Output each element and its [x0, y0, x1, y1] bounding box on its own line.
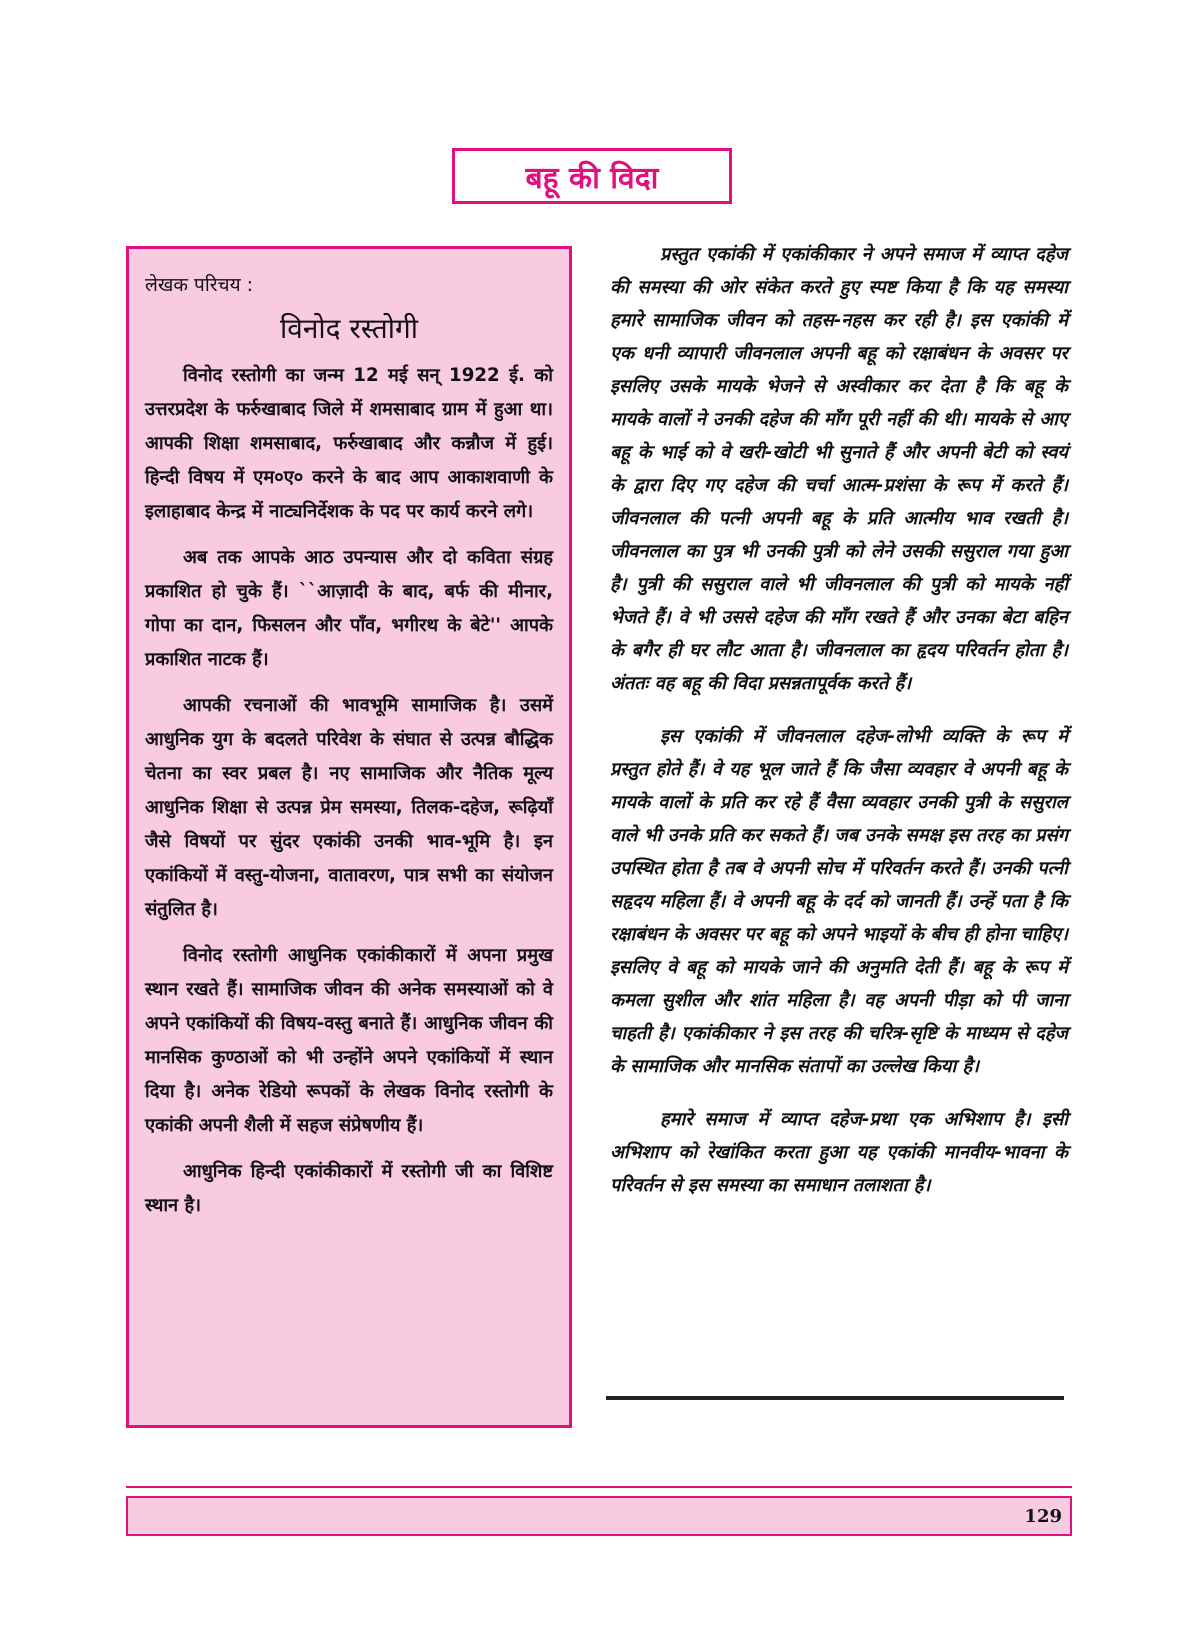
summary-end-rule [606, 1396, 1064, 1400]
chapter-title: बहू की विदा [525, 160, 659, 196]
author-intro-label: लेखक परिचय : [145, 274, 254, 296]
footer-bar [126, 1496, 1072, 1536]
page-number: 129 [1024, 1505, 1062, 1527]
summary-paragraph-3: हमारे समाज में व्याप्त दहेज-प्रथा एक अभिशाप है। इसी अभिशाप को रेखांकित करता हुआ यह एकांकी मानवीय-भावना के परिवर्तन से इस समस्या का समाधान तलाशता है। [610, 1109, 1068, 1196]
summary-column [610, 238, 1068, 1222]
author-name: विनोद रस्तोगी [280, 312, 418, 345]
author-intro-box [126, 246, 572, 1428]
author-paragraph-2: अब तक आपके आठ उपन्यास और दो कविता संग्रह प्रकाशित हो चुके हैं। ``आज़ादी के बाद, बर्फ की मीनार, गोपा का दान, फिसलन और पाँव, भगीरथ के बेटे'' आपके प्रकाशित नाटक हैं। [145, 547, 553, 670]
author-paragraph-1: विनोद रस्तोगी का जन्म 12 मई सन् 1922 ई. को उत्तरप्रदेश के फर्रुखाबाद जिले में शमसाबाद ग्राम में हुआ था। आपकी शिक्षा शमसाबाद, फर्रुखाबाद और कन्नौज में हुई। हिन्दी विषय में एम०ए० करने के बाद आप आकाशवाणी के इलाहाबाद केन्द्र में नाट्यनिर्देशक के पद पर कार्य करने लगे। [145, 365, 553, 522]
author-paragraph-4: विनोद रस्तोगी आधुनिक एकांकीकारों में अपना प्रमुख स्थान रखते हैं। सामाजिक जीवन की अनेक समस्याओं को वे अपने एकांकियों की विषय-वस्तु बनाते हैं। आधुनिक जीवन की मानसिक कुण्ठाओं को भी उन्होंने अपने एकांकियों में स्थान दिया है। अनेक रेडियो रूपकों के लेखक विनोद रस्तोगी के एकांकी अपनी शैली में सहज संप्रेषणीय हैं। [145, 945, 553, 1136]
footer-divider [126, 1486, 1072, 1488]
author-paragraph-5: आधुनिक हिन्दी एकांकीकारों में रस्तोगी जी का विशिष्ट स्थान है। [145, 1161, 553, 1216]
summary-paragraph-1: प्रस्तुत एकांकी में एकांकीकार ने अपने समाज में व्याप्त दहेज की समस्या की ओर संकेत करते हुए स्पष्ट किया है कि यह समस्या हमारे सामाजिक जीवन को तहस-नहस कर रही है। इस एकांकी में एक धनी व्यापारी जीवनलाल अपनी बहू को रक्षाबंधन के अवसर पर इसलिए उसके मायके भेजने से अस्वीकार कर देता है कि बहू के मायके वालों ने उनकी दहेज की माँग पूरी नहीं की थी। मायके से आए बहू के भाई को वे खरी-खोटी भी सुनाते हैं और अपनी बेटी को स्वयं के द्वारा दिए गए दहेज की चर्चा आत्म-प्रशंसा के रूप में करते हैं। जीवनलाल की पत्नी अपनी बहू के प्रति आत्मीय भाव रखती है। जीवनलाल का पुत्र भी उनकी पुत्री को लेने उसकी ससुराल गया हुआ है। पुत्री की ससुराल वाले भी जीवनलाल की पुत्री को मायके नहीं भेजते हैं। वे भी उससे दहेज की माँग रखते हैं और उनका बेटा बहिन के बगैर ही घर लौट आता है। जीवनलाल का हृदय परिवर्तन होता है। अंततः वह बहू की विदा प्रसन्नतापूर्वक करते हैं। [610, 244, 1068, 694]
author-paragraph-3: आपकी रचनाओं की भावभूमि सामाजिक है। उसमें आधुनिक युग के बदलते परिवेश के संघात से उत्पन्न बौद्धिक चेतना का स्वर प्रबल है। नए सामाजिक और नैतिक मूल्य आधुनिक शिक्षा से उत्पन्न प्रेम समस्या, तिलक-दहेज, रूढ़ियाँ जैसे विषयों पर सुंदर एकांकी उनकी भाव-भूमि है। इन एकांकियों में वस्तु-योजना, वातावरण, पात्र सभी का संयोजन संतुलित है। [145, 695, 553, 920]
summary-paragraph-2: इस एकांकी में जीवनलाल दहेज-लोभी व्यक्ति के रूप में प्रस्तुत होते हैं। वे यह भूल जाते हैं कि जैसा व्यवहार वे अपनी बहू के मायके वालों के प्रति कर रहे हैं वैसा व्यवहार उनकी पुत्री के ससुराल वाले भी उनके प्रति कर सकते हैं। जब उनके समक्ष इस तरह का प्रसंग उपस्थित होता है तब वे अपनी सोच में परिवर्तन करते हैं। उनकी पत्नी सहृदय महिला हैं। वे अपनी बहू के दर्द को जानती हैं। उन्हें पता है कि रक्षाबंधन के अवसर पर बहू को अपने भाइयों के बीच ही होना चाहिए। इसलिए वे बहू को मायके जाने की अनुमति देती हैं। बहू के रूप में कमला सुशील और शांत महिला है। वह अपनी पीड़ा को पी जाना चाहती है। एकांकीकार ने इस तरह की चरित्र-सृष्टि के माध्यम से दहेज के सामाजिक और मानसिक संतापों का उल्लेख किया है। [610, 726, 1068, 1077]
chapter-title-box [452, 148, 732, 204]
